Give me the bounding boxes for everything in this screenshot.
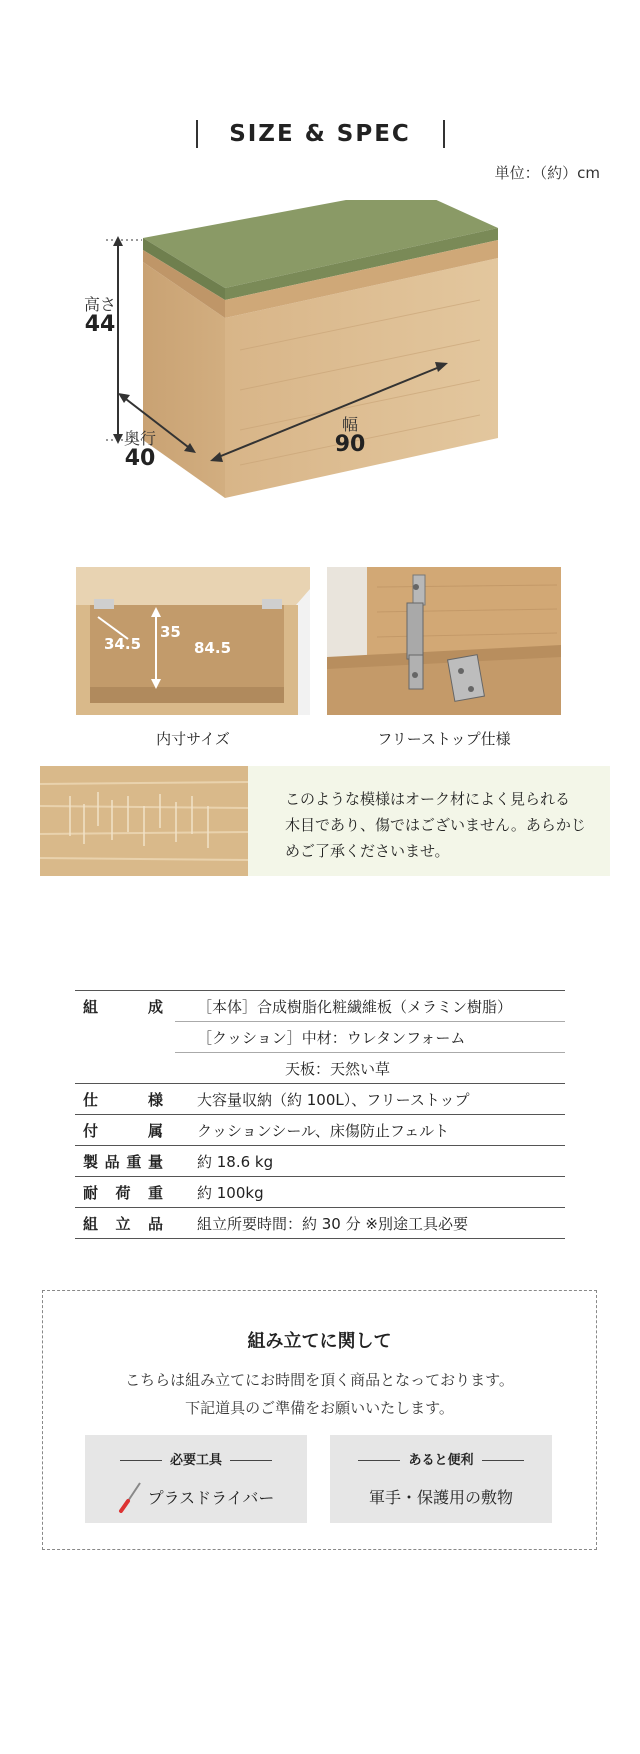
storage-bench-drawing [80,200,520,540]
hinge-photo [327,567,561,715]
unit-label: 単位：（約）cm [494,164,600,182]
spec-value: ［クッション］中材：ウレタンフォーム [197,1029,466,1047]
spec-label-char: 重 [147,1184,163,1202]
spec-row-assembly [75,1207,565,1239]
required-tool-item [85,1481,307,1517]
note-text [248,766,610,876]
spec-value: 組立所要時間：約 30 分 ※別途工具必要 [197,1215,468,1233]
useful-tool-item: 軍手・保護用の敷物 [368,1488,513,1507]
spec-label-char: 成 [147,998,163,1016]
assembly-title: 組み立てに関して [247,1331,392,1352]
required-tools-box [85,1435,307,1523]
spec-row-weight [75,1145,565,1176]
spec-value: 天板：天然い草 [285,1060,391,1078]
useful-tools-heading: あると便利 [330,1449,552,1468]
assembly-desc-1: こちらは組み立てにお時間を頂く商品となっております。 [125,1371,514,1389]
hinge-caption: フリーストップ仕様 [377,730,511,748]
spec-subline [175,1021,565,1052]
spec-label [83,996,163,1017]
interior-height: 35 [160,623,181,641]
spec-label-char: 品 [147,1215,163,1233]
spec-row-accessories [75,1114,565,1145]
interior-depth: 34.5 [104,635,142,653]
spec-value: クッションシール、床傷防止フェルト [197,1122,450,1140]
spec-row-composition [75,990,565,1021]
spec-label-char: 品 [104,1153,120,1171]
spec-row-load [75,1176,565,1207]
spec-label-char: 属 [147,1122,163,1140]
screwdriver-icon [118,1481,144,1517]
spec-label [83,1182,163,1203]
spec-value: 約 18.6 kg [197,1153,274,1171]
product-illustration [80,200,520,540]
height-value: 44 [84,312,116,337]
interior-width: 84.5 [194,639,232,657]
required-tools-heading: 必要工具 [85,1449,307,1468]
width-label: 幅 [341,415,358,434]
spec-value: 約 100kg [197,1184,264,1202]
spec-label-char: 立 [115,1215,131,1233]
depth-value: 40 [124,446,156,471]
spec-label-char: 様 [147,1091,163,1109]
height-label: 高さ [83,295,116,314]
spec-label-char: 製 [83,1153,99,1171]
note-line-2: 木目であり、傷ではございません。あらかじ [285,816,586,834]
useful-tools-box [330,1435,552,1523]
assembly-desc-2: 下記道具のご準備をお願いいたします。 [185,1399,454,1417]
spec-label-char: 重 [126,1153,142,1171]
note-line-1: このような模様はオーク材によく見られる [285,790,571,808]
note-line-3: めご了承くださいませ。 [285,842,450,860]
page-title: SIZE & SPEC [229,121,411,147]
wood-grain-sample [40,766,248,876]
interior-photo [76,567,310,715]
spec-subline [175,1052,565,1083]
required-tool-label: プラスドライバー [147,1488,275,1508]
spec-row-features [75,1083,565,1114]
spec-label-char: 荷 [115,1184,131,1202]
spec-label-char: 量 [147,1153,163,1171]
spec-label-char: 組 [83,998,99,1016]
wood-grain-texture [40,766,248,876]
section-header [0,118,640,154]
spec-label [83,1089,163,1110]
spec-value: 大容量収納（約 100L）、フリーストップ [197,1091,470,1109]
spec-label-char: 付 [83,1122,99,1140]
interior-caption: 内寸サイズ [156,730,230,748]
hinge-drawing [327,567,561,715]
wood-grain-note [40,766,610,876]
spec-label-char: 耐 [83,1184,99,1202]
spec-label [83,1213,163,1234]
width-value: 90 [334,432,366,457]
title-right-bar [443,120,445,148]
spec-value: ［本体］合成樹脂化粧繊維板（メラミン樹脂） [197,998,513,1016]
spec-label-char: 仕 [83,1091,99,1109]
depth-label: 奥行 [123,429,156,448]
assembly-info [42,1290,597,1550]
spec-label-char: 組 [83,1215,99,1233]
spec-label [83,1120,163,1141]
spec-label [83,1151,163,1172]
